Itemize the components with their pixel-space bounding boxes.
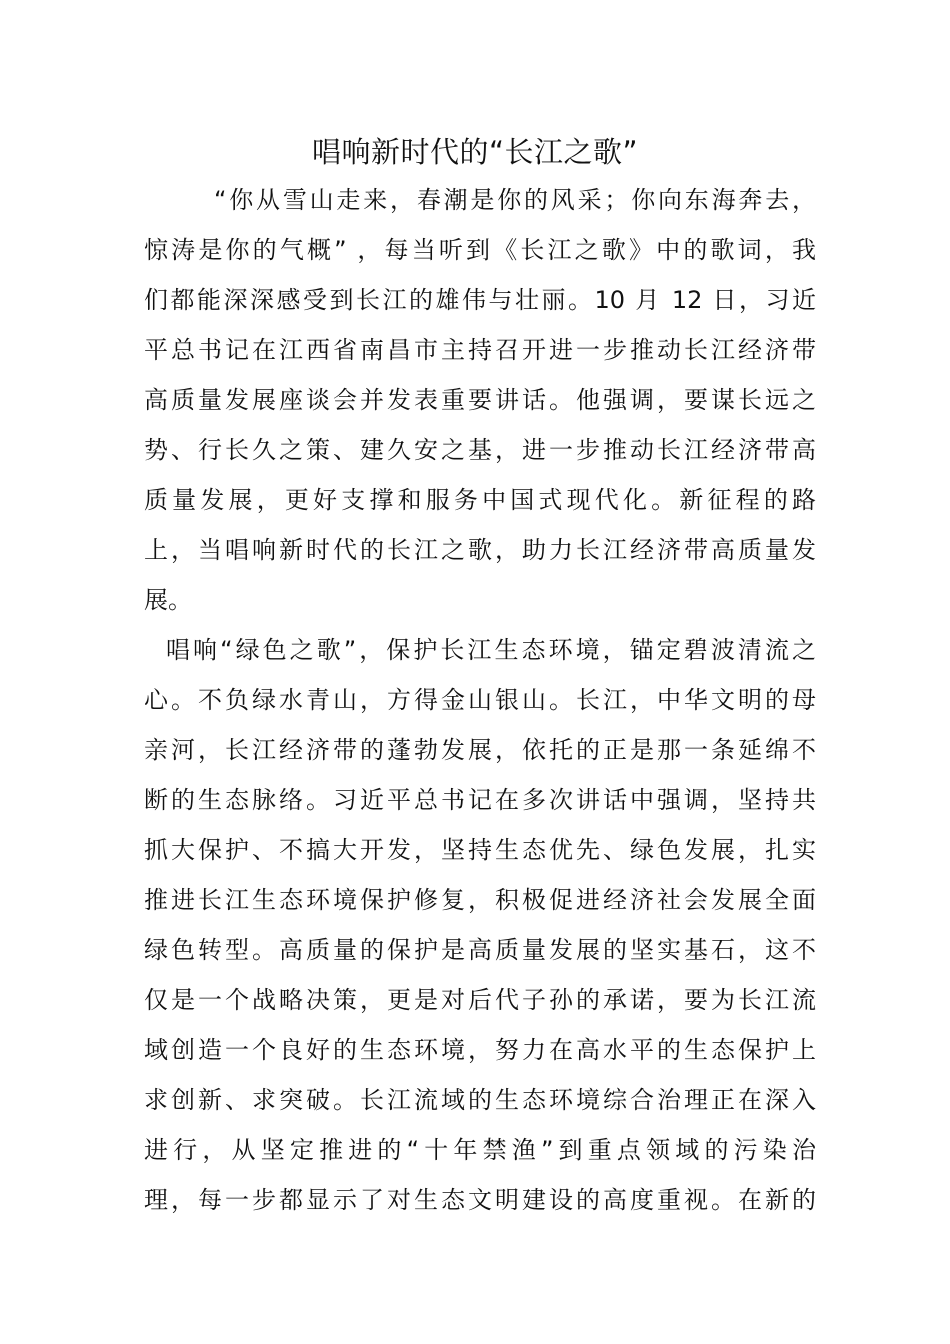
paragraph-line: 推进长江生态环境保护修复，积极促进经济社会发展全面 — [144, 886, 816, 914]
paragraph-line: 质量发展，更好支撑和服务中国式现代化。新征程的路 — [144, 486, 816, 514]
paragraph-line: 上，当唱响新时代的长江之歌，助力长江经济带高质量发 — [144, 536, 816, 564]
paragraph-line: 展。 — [144, 586, 192, 614]
paragraph-line: 心。不负绿水青山，方得金山银山。长江，中华文明的母 — [144, 686, 816, 714]
paragraph-line: 断的生态脉络。习近平总书记在多次讲话中强调，坚持共 — [144, 786, 816, 814]
paragraph-line: 域创造一个良好的生态环境，努力在高水平的生态保护上 — [144, 1036, 816, 1064]
paragraph-line: 平总书记在江西省南昌市主持召开进一步推动长江经济带 — [144, 336, 816, 364]
paragraph-line: 绿色转型。高质量的保护是高质量发展的坚实基石，这不 — [144, 936, 816, 964]
paragraph-line: 高质量发展座谈会并发表重要讲话。他强调，要谋长远之 — [144, 386, 816, 414]
paragraph-line: “你从雪山走来，春潮是你的风采；你向东海奔去， — [214, 186, 816, 214]
paragraph-line: 求创新、求突破。长江流域的生态环境综合治理正在深入 — [144, 1086, 816, 1114]
document-title: 唱响新时代的“长江之歌” — [311, 135, 639, 169]
paragraph-line: 惊涛是你的气概” ，每当听到《长江之歌》中的歌词，我 — [144, 236, 816, 264]
paragraph-line: 们都能深深感受到长江的雄伟与壮丽。10 月 12 日，习近 — [144, 286, 816, 314]
paragraph-line: 理，每一步都显示了对生态文明建设的高度重视。在新的 — [144, 1186, 816, 1214]
paragraph-line: 势、行长久之策、建久安之基，进一步推动长江经济带高 — [144, 436, 816, 464]
paragraph-line: 唱响“绿色之歌”，保护长江生态环境，锚定碧波清流之 — [166, 636, 816, 664]
paragraph-line: 进行，从坚定推进的“十年禁渔”到重点领域的污染治 — [144, 1136, 816, 1164]
paragraph-line: 仅是一个战略决策，更是对后代子孙的承诺，要为长江流 — [144, 986, 816, 1014]
paragraph-line: 亲河，长江经济带的蓬勃发展，依托的正是那一条延绵不 — [144, 736, 816, 764]
paragraph-line: 抓大保护、不搞大开发，坚持生态优先、绿色发展，扎实 — [144, 836, 816, 864]
